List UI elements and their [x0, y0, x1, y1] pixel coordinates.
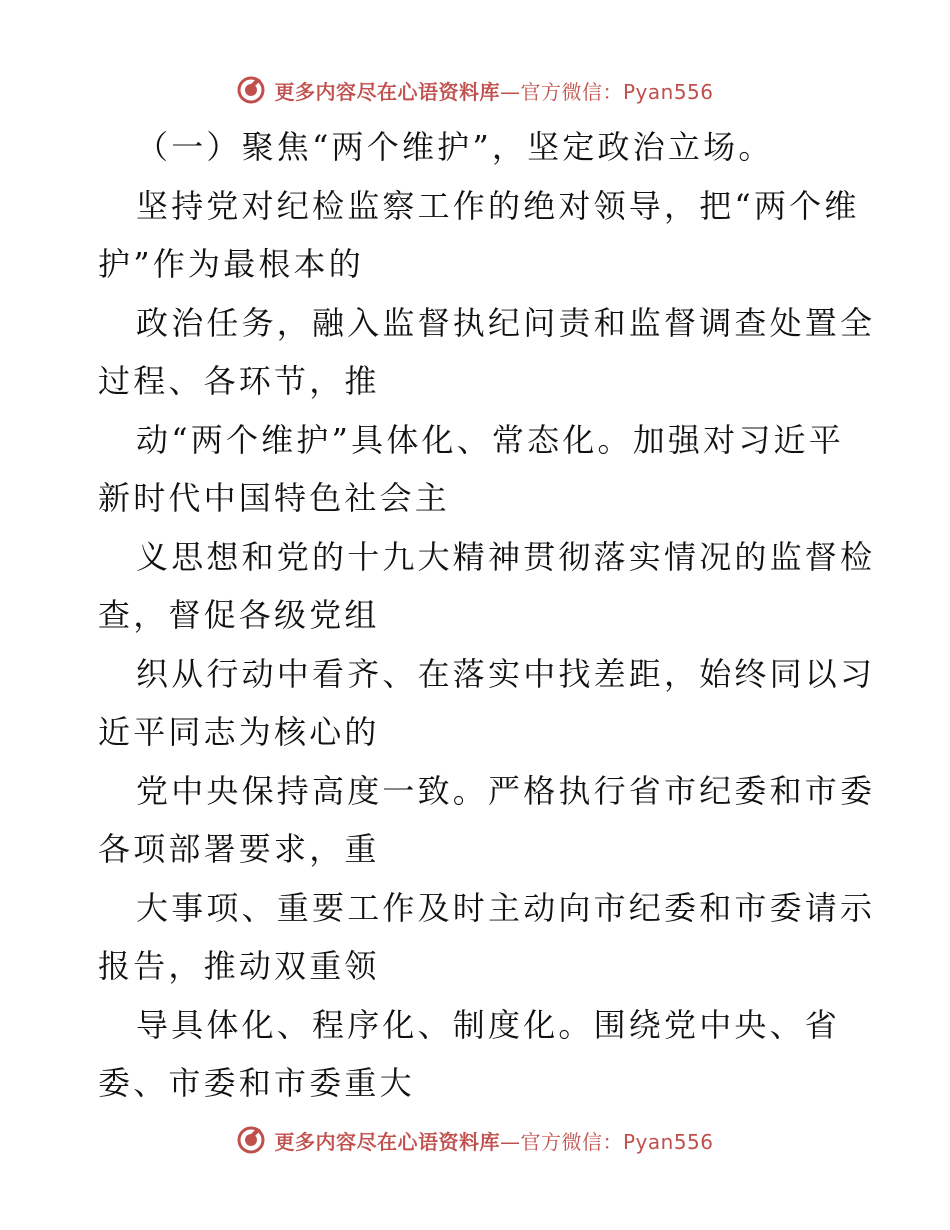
- text-line: 坚持党对纪检监察工作的绝对领导，把“两个维: [136, 186, 860, 225]
- text-line: 义思想和党的十九大精神贯彻落实情况的监督检: [136, 537, 876, 576]
- text-line: 查，督促各级党组: [98, 596, 380, 634]
- text-line: 报告，推动双重领: [98, 947, 380, 985]
- footer-banner: [0, 1120, 950, 1160]
- document-body: [98, 118, 876, 1113]
- banner-separator: —: [499, 79, 521, 104]
- header-banner: [0, 70, 950, 110]
- text-line: （一）聚焦“两个维护”，坚定政治立场。: [136, 128, 774, 166]
- text-line: 织从行动中看齐、在落实中找差距，始终同以习: [136, 654, 876, 693]
- banner-wechat-label: 官方微信：: [520, 79, 623, 104]
- text-line: 动“两个维护”具体化、常态化。加强对习近平: [136, 420, 844, 459]
- text-line: 过程、各环节，推: [98, 362, 380, 400]
- text-line: 护”作为最根本的: [98, 245, 364, 283]
- stamp-logo-icon: [236, 75, 266, 105]
- text-line: 党中央保持高度一致。严格执行省市纪委和市委: [136, 771, 876, 810]
- text-line: 各项部署要求，重: [98, 830, 380, 868]
- banner-wechat-id: Pyan556: [622, 79, 714, 104]
- stamp-logo-icon: [236, 1125, 266, 1155]
- text-line: 导具体化、程序化、制度化。围绕党中央、省: [136, 1005, 841, 1044]
- text-line: 大事项、重要工作及时主动向市纪委和市委请示: [136, 888, 876, 927]
- banner-main-text: 更多内容尽在心语资料库: [274, 1129, 500, 1154]
- banner-separator: —: [499, 1129, 521, 1154]
- text-line: 委、市委和市委重大: [98, 1064, 415, 1102]
- text-line: 新时代中国特色社会主: [98, 479, 451, 517]
- text-line: 近平同志为核心的: [98, 713, 380, 751]
- banner-main-text: 更多内容尽在心语资料库: [274, 79, 500, 104]
- banner-wechat-id: Pyan556: [622, 1129, 714, 1154]
- text-line: 政治任务，融入监督执纪问责和监督调查处置全: [136, 303, 876, 342]
- banner-wechat-label: 官方微信：: [520, 1129, 623, 1154]
